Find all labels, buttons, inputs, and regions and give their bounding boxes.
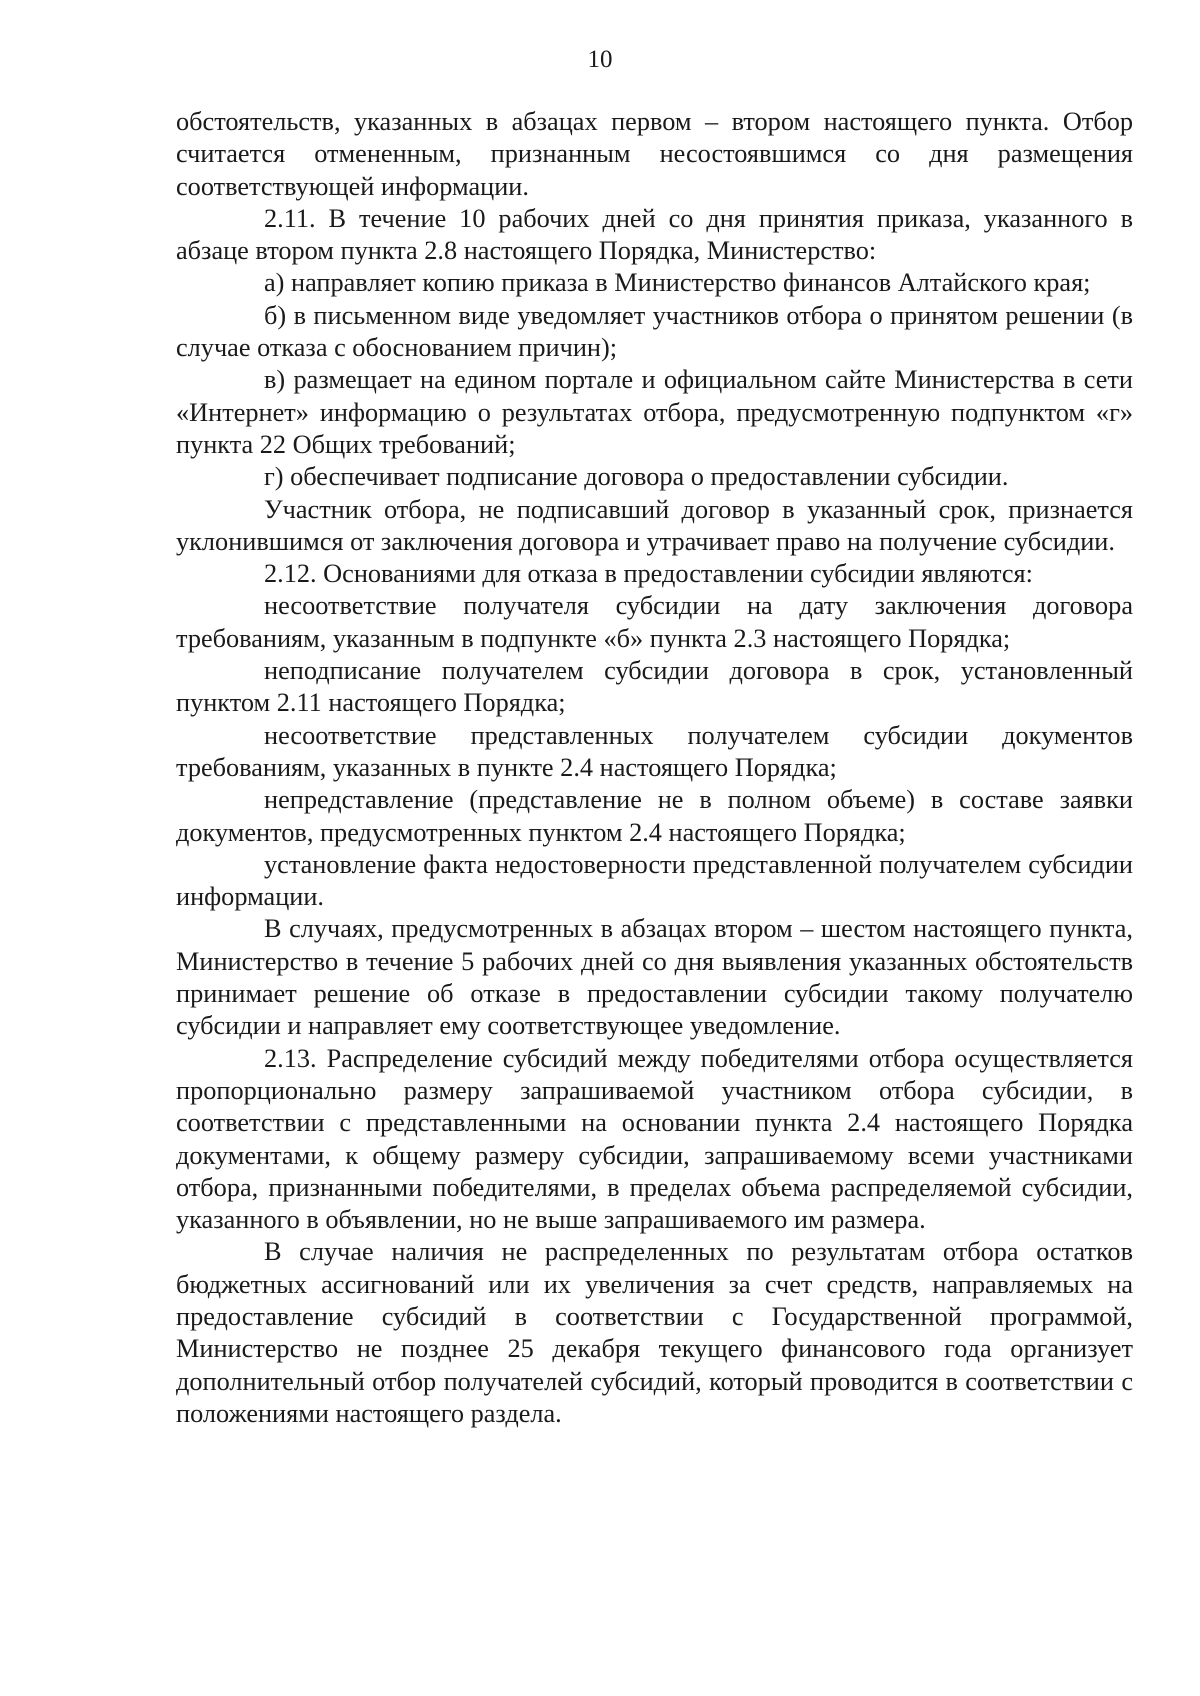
list-item-g: г) обеспечивает подписание договора о предоставлении субсидии.: [264, 462, 1009, 492]
paragraph-2-11: 2.11. В течение 10 рабочих дней со дня принятия приказа, указанного в абзаце втором пункта 2.8 настоящего Порядка, Министерство:: [176, 203, 1133, 266]
list-item-v: в) размещает на едином портале и официальном сайте Министерства в сети «Интернет» информацию о результатах отбора, предусмотренную подпунктом «г» пункта 22 Общих требований;: [176, 365, 1133, 459]
refusal-ground-1: несоответствие получателя субсидии на дату заключения договора требованиям, указанным в подпункте «б» пункта 2.3 настоящего Порядка;: [176, 591, 1133, 653]
refusal-ground-3: несоответствие представленных получателем субсидии документов требованиям, указанных в пункте 2.4 настоящего Порядка;: [176, 720, 1133, 782]
paragraph-participant: Участник отбора, не подписавший договор в указанный срок, признается уклонившимся от заключения договора и утрачивает право на получение субсидии.: [176, 494, 1133, 556]
page-number: 10: [587, 46, 613, 73]
paragraph-continuation: обстоятельств, указанных в абзацах первом – втором настоящего пункта. Отбор считается отмененным, признанным несостоявшимся со дня размещения соответствующей информации.: [176, 107, 1133, 201]
paragraph-2-13: 2.13. Распределение субсидий между победителями отбора осуществляется пропорционально размеру запрашиваемой участником отбора субсидии, в соответствии с представленными на основании пункта 2.4 настоящего Порядка документами, к общему размеру субсидии, запрашиваемому всеми участниками отбора, признанными победителями, в пределах объема распределяемой субсидии, указанного в объявлении, но не выше запрашиваемого им размера.: [176, 1043, 1133, 1235]
paragraph-2-12: 2.12. Основаниями для отказа в предоставлении субсидии являются:: [264, 559, 1033, 589]
document-body: [176, 106, 1133, 1430]
refusal-ground-5: установление факта недостоверности представленной получателем субсидии информации.: [176, 849, 1133, 912]
list-item-b: б) в письменном виде уведомляет участников отбора о принятом решении (в случае отказа с обоснованием причин);: [176, 300, 1133, 363]
paragraph-additional-selection: В случае наличия не распределенных по результатам отбора остатков бюджетных ассигнований или их увеличения за счет средств, направляемых на предоставление субсидий в соответствии с Государственной программой, Министерство не позднее 25 декабря текущего финансового года организует дополнительный отбор получателей субсидий, который проводится в соответствии с положениями настоящего раздела.: [176, 1237, 1133, 1428]
paragraph-refusal-decision: В случаях, предусмотренных в абзацах втором – шестом настоящего пункта, Министерство в течение 5 рабочих дней со дня выявления указанных обстоятельств принимает решение об отказе в предоставлении субсидии такому получателю субсидии и направляет ему соответствующее уведомление.: [176, 914, 1133, 1041]
list-item-a: а) направляет копию приказа в Министерство финансов Алтайского края;: [264, 268, 1091, 298]
refusal-ground-4: непредставление (представление не в полном объеме) в составе заявки документов, предусмотренных пунктом 2.4 настоящего Порядка;: [176, 785, 1133, 847]
refusal-ground-2: неподписание получателем субсидии договора в срок, установленный пунктом 2.11 настоящего Порядка;: [176, 656, 1133, 718]
